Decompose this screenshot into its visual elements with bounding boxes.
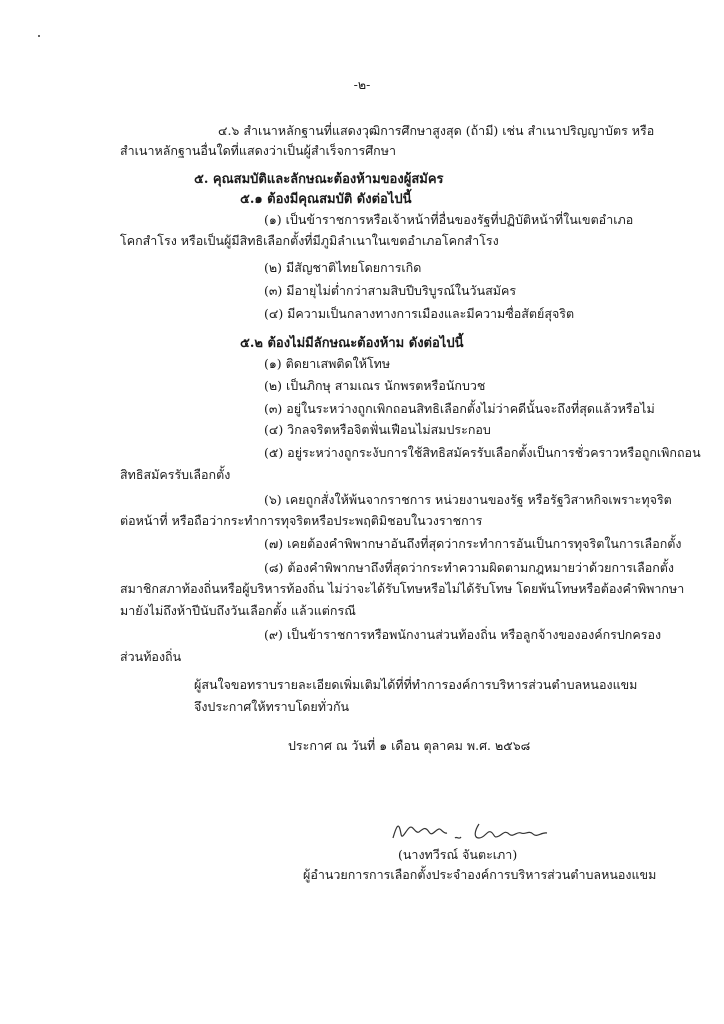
signer-name: (นางทวีรณ์ จันตะเภา) <box>398 847 518 862</box>
announcement-date: ประกาศ ณ วันที่ ๑ เดือน ตุลาคม พ.ศ. ๒๕๖๘ <box>288 738 531 753</box>
signer-title: ผู้อำนวยการการเลือกตั้งประจำองค์การบริหารส่วนตำบลหนองแขม <box>303 867 657 882</box>
prohibition-8-line3: มายังไม่ถึงห้าปีนับถึงวันเลือกตั้ง แล้วแต่กรณี <box>120 603 356 618</box>
section-5-heading: ๕. คุณสมบัติและลักษณะต้องห้ามของผู้สมัคร <box>194 172 444 187</box>
section-5-2-heading: ๕.๒ ต้องไม่มีลักษณะต้องห้าม ดังต่อไปนี้ <box>240 336 464 351</box>
qualification-1-line1: (๑) เป็นข้าราชการหรือเจ้าหน้าที่อื่นของรัฐที่ปฏิบัติหน้าที่ในเขตอำเภอ <box>264 212 634 227</box>
qualification-1-line2: โคกสำโรง หรือเป็นผู้มีสิทธิเลือกตั้งที่มีภูมิลำเนาในเขตอำเภอโคกสำโรง <box>120 233 499 248</box>
prohibition-9-line1: (๙) เป็นข้าราชการหรือพนักงานส่วนท้องถิ่น หรือลูกจ้างขององค์กรปกครอง <box>264 627 662 642</box>
prohibition-8-line1: (๘) ต้องคำพิพากษาถึงที่สุดว่ากระทำความผิดตามกฎหมายว่าด้วยการเลือกตั้ง <box>264 560 675 575</box>
prohibition-5-line1: (๕) อยู่ระหว่างถูกระงับการใช้สิทธิสมัครรับเลือกตั้งเป็นการชั่วคราวหรือถูกเพิกถอน <box>264 445 701 460</box>
page-number: -๒- <box>353 77 371 92</box>
scan-speck <box>38 35 40 37</box>
prohibition-4: (๔) วิกลจริตหรือจิตฟั่นเฟือนไม่สมประกอบ <box>264 422 491 437</box>
item-4-6-line1: ๔.๖ สำเนาหลักฐานที่แสดงวุฒิการศึกษาสูงสุด (ถ้ามี) เช่น สำเนาปริญญาบัตร หรือ <box>218 123 655 138</box>
prohibition-6-line1: (๖) เคยถูกสั่งให้พ้นจากราชการ หน่วยงานของรัฐ หรือรัฐวิสาหกิจเพราะทุจริต <box>264 492 672 507</box>
prohibition-1: (๑) ติดยาเสพติดให้โทษ <box>264 356 391 371</box>
qualification-3: (๓) มีอายุไม่ต่ำกว่าสามสิบปีบริบูรณ์ในวันสมัคร <box>264 283 517 298</box>
prohibition-2: (๒) เป็นภิกษุ สามเณร นักพรตหรือนักบวช <box>264 378 486 393</box>
prohibition-5-line2: สิทธิสมัครรับเลือกตั้ง <box>120 467 231 482</box>
qualification-2: (๒) มีสัญชาติไทยโดยการเกิด <box>264 260 422 275</box>
section-5-1-heading: ๕.๑ ต้องมีคุณสมบัติ ดังต่อไปนี้ <box>240 192 412 207</box>
prohibition-7: (๗) เคยต้องคำพิพากษาอันถึงที่สุดว่ากระทำการอันเป็นการทุจริตในการเลือกตั้ง <box>264 536 682 551</box>
qualification-4: (๔) มีความเป็นกลางทางการเมืองและมีความซื่อสัตย์สุจริต <box>264 306 575 321</box>
item-4-6-line2: สำเนาหลักฐานอื่นใดที่แสดงว่าเป็นผู้สำเร็จการศึกษา <box>120 143 396 158</box>
contact-sentence: ผู้สนใจขอทราบรายละเอียดเพิ่มเติมได้ที่ที่ทำการองค์การบริหารส่วนตำบลหนองแขม <box>194 677 638 692</box>
prohibition-3: (๓) อยู่ในระหว่างถูกเพิกถอนสิทธิเลือกตั้งไม่ว่าคดีนั้นจะถึงที่สุดแล้วหรือไม่ <box>264 401 655 416</box>
prohibition-9-line2: ส่วนท้องถิ่น <box>120 649 182 664</box>
prohibition-8-line2: สมาชิกสภาท้องถิ่นหรือผู้บริหารท้องถิ่น ไม่ว่าจะได้รับโทษหรือไม่ได้รับโทษ โดยพ้นโทษหรือต้องคำพิพากษา <box>120 581 685 596</box>
prohibition-6-line2: ต่อหน้าที่ หรือถือว่ากระทำการทุจริตหรือประพฤติมิชอบในวงราชการ <box>120 513 483 528</box>
announcement-sentence: จึงประกาศให้ทราบโดยทั่วกัน <box>194 699 350 714</box>
